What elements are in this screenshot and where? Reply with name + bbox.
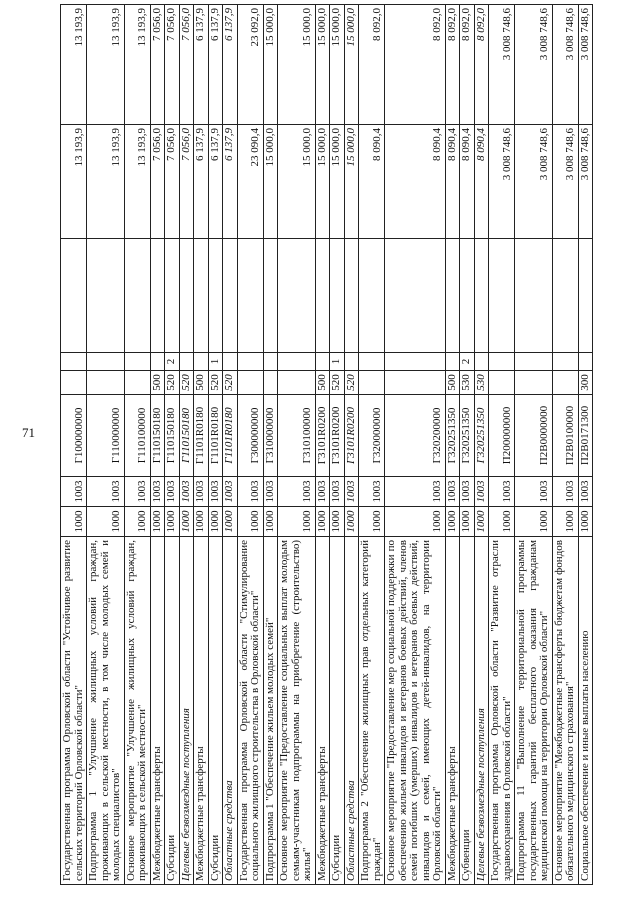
section-code: 1000 [165, 507, 180, 537]
subsection-code: 1003 [61, 477, 87, 507]
subsection-code: 1003 [194, 477, 209, 507]
row-name: Государственная программа Орловской области "Устойчивое развитие сельских территорий Орловской области" [61, 537, 87, 885]
amount-1: 15 000,0 [263, 125, 278, 239]
target-article-code: Г320251350 [474, 395, 489, 477]
target-article-code: П2В0171300 [578, 395, 593, 477]
amount-1: 6 137,9 [208, 125, 223, 239]
subsection-code: 1003 [474, 477, 489, 507]
empty-cell [489, 239, 515, 353]
table-row [208, 5, 223, 885]
empty-cell [237, 239, 263, 353]
section-code: 1000 [179, 507, 194, 537]
amount-2: 8 092,0 [474, 5, 489, 125]
amount-2: 3 008 748,6 [489, 5, 515, 125]
empty-cell [194, 239, 209, 353]
target-article-code: Г320000000 [359, 395, 385, 477]
target-article-code: Г3101R0200 [315, 395, 330, 477]
target-article-code: П200000000 [489, 395, 515, 477]
note-mark [124, 353, 150, 371]
amount-1: 8 090,4 [385, 125, 446, 239]
expense-type-code [87, 371, 125, 395]
amount-2: 8 092,0 [359, 5, 385, 125]
empty-cell [359, 239, 385, 353]
expense-type-code [515, 371, 553, 395]
subsection-code: 1003 [359, 477, 385, 507]
expense-type-code: 520 [165, 371, 180, 395]
amount-2: 8 092,0 [445, 5, 460, 125]
table-row [263, 5, 278, 885]
section-code: 1000 [359, 507, 385, 537]
note-mark [359, 353, 385, 371]
expense-type-code: 500 [150, 371, 165, 395]
target-article-code: Г1101R0180 [194, 395, 209, 477]
section-code: 1000 [552, 507, 578, 537]
section-code: 1000 [578, 507, 593, 537]
section-code: 1000 [124, 507, 150, 537]
amount-1: 3 008 748,6 [489, 125, 515, 239]
section-code: 1000 [330, 507, 345, 537]
empty-cell [445, 239, 460, 353]
amount-1: 15 000,0 [315, 125, 330, 239]
expense-type-code [552, 371, 578, 395]
note-mark [578, 353, 593, 371]
amount-1: 7 056,0 [150, 125, 165, 239]
empty-cell [208, 239, 223, 353]
section-code: 1000 [315, 507, 330, 537]
note-mark: 2 [165, 353, 180, 371]
target-article-code: Г100000000 [61, 395, 87, 477]
table-row [87, 5, 125, 885]
subsection-code: 1003 [150, 477, 165, 507]
table-row [578, 5, 593, 885]
target-article-code: Г310000000 [263, 395, 278, 477]
subsection-code: 1003 [344, 477, 359, 507]
note-mark [179, 353, 194, 371]
amount-2: 13 193,9 [61, 5, 87, 125]
row-name: Социальное обеспечение и иные выплаты населению [578, 537, 593, 885]
amount-1: 3 008 748,6 [578, 125, 593, 239]
rotated-page [60, 5, 600, 885]
table-row [330, 5, 345, 885]
expense-type-code: 520 [208, 371, 223, 395]
row-name: Субсидии [165, 537, 180, 885]
row-name: Основное мероприятие "Межбюджетные трансферты бюджетам фондов обязательного медицинского страхования" [552, 537, 578, 885]
expense-type-code: 500 [315, 371, 330, 395]
empty-cell [460, 239, 475, 353]
section-code: 1000 [489, 507, 515, 537]
row-name: Основное мероприятие "Улучшение жилищных условий граждан, проживающих в сельской местности" [124, 537, 150, 885]
amount-1: 7 056,0 [179, 125, 194, 239]
expense-type-code [385, 371, 446, 395]
table-row [474, 5, 489, 885]
amount-1: 13 193,9 [61, 125, 87, 239]
empty-cell [552, 239, 578, 353]
amount-2: 15 000,0 [344, 5, 359, 125]
amount-2: 6 137,9 [223, 5, 238, 125]
note-mark: 1 [330, 353, 345, 371]
expense-type-code [278, 371, 316, 395]
target-article-code: Г320251350 [445, 395, 460, 477]
empty-cell [344, 239, 359, 353]
row-name: Межбюджетные трансферты [194, 537, 209, 885]
empty-cell [278, 239, 316, 353]
amount-1: 13 193,9 [87, 125, 125, 239]
expense-type-code: 520 [223, 371, 238, 395]
table-row [385, 5, 446, 885]
section-code: 1000 [515, 507, 553, 537]
expense-type-code [61, 371, 87, 395]
target-article-code: Г320200000 [385, 395, 446, 477]
row-name: Субсидии [330, 537, 345, 885]
subsection-code: 1003 [179, 477, 194, 507]
empty-cell [223, 239, 238, 353]
subsection-code: 1003 [515, 477, 553, 507]
expense-type-code [237, 371, 263, 395]
expense-type-code: 500 [194, 371, 209, 395]
amount-2: 15 000,0 [263, 5, 278, 125]
expense-type-code: 520 [330, 371, 345, 395]
empty-cell [87, 239, 125, 353]
note-mark [515, 353, 553, 371]
row-name: Областные средства [344, 537, 359, 885]
row-name: Целевые безвозмездные поступления [179, 537, 194, 885]
expense-type-code: 530 [474, 371, 489, 395]
section-code: 1000 [278, 507, 316, 537]
page-number: 71 [22, 425, 35, 440]
table-row [445, 5, 460, 885]
table-row [194, 5, 209, 885]
amount-2: 23 092,0 [237, 5, 263, 125]
note-mark [194, 353, 209, 371]
table-row [460, 5, 475, 885]
row-name: Подпрограмма 1 "Улучшение жилищных условий граждан, проживающих в сельской местности, в том числе молодых семей и молодых специалистов" [87, 537, 125, 885]
empty-cell [385, 239, 446, 353]
amount-1: 3 008 748,6 [552, 125, 578, 239]
note-mark [489, 353, 515, 371]
expense-type-code [263, 371, 278, 395]
row-name: Подпрограмма 11 "Выполнение территориальной программы государственных гарантий бесплатного оказания гражданам медицинской помощи на территории Орловской области" [515, 537, 553, 885]
amount-2: 7 056,0 [165, 5, 180, 125]
table-row [359, 5, 385, 885]
note-mark [150, 353, 165, 371]
expense-type-code [124, 371, 150, 395]
section-code: 1000 [474, 507, 489, 537]
expense-type-code: 500 [445, 371, 460, 395]
empty-cell [179, 239, 194, 353]
section-code: 1000 [61, 507, 87, 537]
empty-cell [165, 239, 180, 353]
amount-1: 8 090,4 [359, 125, 385, 239]
empty-cell [150, 239, 165, 353]
subsection-code: 1003 [165, 477, 180, 507]
section-code: 1000 [223, 507, 238, 537]
amount-2: 3 008 748,6 [578, 5, 593, 125]
empty-cell [315, 239, 330, 353]
note-mark [223, 353, 238, 371]
amount-1: 8 090,4 [474, 125, 489, 239]
subsection-code: 1003 [278, 477, 316, 507]
amount-2: 7 056,0 [150, 5, 165, 125]
note-mark [87, 353, 125, 371]
target-article-code: Г110100000 [124, 395, 150, 477]
subsection-code: 1003 [124, 477, 150, 507]
target-article-code: Г3101R0200 [344, 395, 359, 477]
expense-type-code: 530 [460, 371, 475, 395]
amount-1: 23 090,4 [237, 125, 263, 239]
target-article-code: Г3101R0200 [330, 395, 345, 477]
table-row [237, 5, 263, 885]
note-mark [344, 353, 359, 371]
amount-2: 8 092,0 [385, 5, 446, 125]
table-row [179, 5, 194, 885]
note-mark [315, 353, 330, 371]
note-mark [61, 353, 87, 371]
target-article-code: Г320251350 [460, 395, 475, 477]
note-mark [445, 353, 460, 371]
amount-2: 15 000,0 [315, 5, 330, 125]
subsection-code: 1003 [385, 477, 446, 507]
section-code: 1000 [445, 507, 460, 537]
note-mark [552, 353, 578, 371]
amount-2: 15 000,0 [330, 5, 345, 125]
empty-cell [578, 239, 593, 353]
amount-2: 3 008 748,6 [552, 5, 578, 125]
amount-1: 15 000,0 [344, 125, 359, 239]
target-article-code: Г300000000 [237, 395, 263, 477]
section-code: 1000 [150, 507, 165, 537]
empty-cell [124, 239, 150, 353]
subsection-code: 1003 [460, 477, 475, 507]
expense-type-code [489, 371, 515, 395]
table-row [315, 5, 330, 885]
target-article-code: Г110150180 [179, 395, 194, 477]
section-code: 1000 [194, 507, 209, 537]
target-article-code: Г110150180 [165, 395, 180, 477]
target-article-code: П2В0000000 [515, 395, 553, 477]
section-code: 1000 [460, 507, 475, 537]
table-row [165, 5, 180, 885]
row-name: Субвенции [460, 537, 475, 885]
budget-table [60, 4, 593, 885]
section-code: 1000 [87, 507, 125, 537]
amount-1: 8 090,4 [460, 125, 475, 239]
table-row [61, 5, 87, 885]
section-code: 1000 [263, 507, 278, 537]
table-row [223, 5, 238, 885]
expense-type-code: 520 [179, 371, 194, 395]
note-mark [237, 353, 263, 371]
subsection-code: 1003 [208, 477, 223, 507]
amount-1: 15 000,0 [330, 125, 345, 239]
amount-2: 15 000,0 [278, 5, 316, 125]
amount-1: 15 000,0 [278, 125, 316, 239]
note-mark: 1 [208, 353, 223, 371]
target-article-code: Г1101R0180 [208, 395, 223, 477]
section-code: 1000 [385, 507, 446, 537]
amount-1: 13 193,9 [124, 125, 150, 239]
table-row [278, 5, 316, 885]
expense-type-code: 520 [344, 371, 359, 395]
note-mark [385, 353, 446, 371]
amount-2: 6 137,9 [208, 5, 223, 125]
row-name: Государственная программа Орловской области "Развитие отрасли здравоохранения в Орловской области" [489, 537, 515, 885]
amount-1: 6 137,9 [223, 125, 238, 239]
row-name: Целевые безвозмездные поступления [474, 537, 489, 885]
amount-1: 7 056,0 [165, 125, 180, 239]
note-mark: 2 [460, 353, 475, 371]
section-code: 1000 [344, 507, 359, 537]
row-name: Подпрограмма 2 "Обеспечение жилищных прав отдельных категорий граждан" [359, 537, 385, 885]
target-article-code: Г110150180 [150, 395, 165, 477]
empty-cell [330, 239, 345, 353]
empty-cell [474, 239, 489, 353]
table-row [124, 5, 150, 885]
row-name: Межбюджетные трансферты [445, 537, 460, 885]
table-row [344, 5, 359, 885]
row-name: Подпрограмма 1 "Обеспечение жильем молодых семей" [263, 537, 278, 885]
subsection-code: 1003 [552, 477, 578, 507]
note-mark [278, 353, 316, 371]
target-article-code: Г1101R0180 [223, 395, 238, 477]
target-article-code: Г310100000 [278, 395, 316, 477]
empty-cell [61, 239, 87, 353]
row-name: Областные средства [223, 537, 238, 885]
row-name: Государственная программа Орловской области "Стимулирование социального жилищного строительства в Орловской области" [237, 537, 263, 885]
row-name: Межбюджетные трансферты [150, 537, 165, 885]
subsection-code: 1003 [315, 477, 330, 507]
amount-1: 6 137,9 [194, 125, 209, 239]
amount-2: 6 137,9 [194, 5, 209, 125]
amount-2: 13 193,9 [124, 5, 150, 125]
section-code: 1000 [237, 507, 263, 537]
expense-type-code [359, 371, 385, 395]
subsection-code: 1003 [578, 477, 593, 507]
subsection-code: 1003 [330, 477, 345, 507]
row-name: Основное мероприятие "Предоставление мер социальной поддержки по обеспечению жильем инвалидов и ветеранов боевых действий, членов семей погибших (умерших) инвалидов и ветеранов боевых действий, инвалидов и семей, имеющих детей-инвалидов, на территории Орловской области" [385, 537, 446, 885]
empty-cell [515, 239, 553, 353]
subsection-code: 1003 [237, 477, 263, 507]
amount-1: 8 090,4 [445, 125, 460, 239]
target-article-code: П2В0100000 [552, 395, 578, 477]
expense-type-code: 300 [578, 371, 593, 395]
amount-2: 7 056,0 [179, 5, 194, 125]
amount-2: 8 092,0 [460, 5, 475, 125]
amount-2: 3 008 748,6 [515, 5, 553, 125]
table-row [150, 5, 165, 885]
table-row [515, 5, 553, 885]
row-name: Межбюджетные трансферты [315, 537, 330, 885]
note-mark [263, 353, 278, 371]
subsection-code: 1003 [445, 477, 460, 507]
table-body [61, 5, 593, 885]
subsection-code: 1003 [489, 477, 515, 507]
subsection-code: 1003 [87, 477, 125, 507]
amount-1: 3 008 748,6 [515, 125, 553, 239]
note-mark [474, 353, 489, 371]
amount-2: 13 193,9 [87, 5, 125, 125]
table-row [552, 5, 578, 885]
subsection-code: 1003 [263, 477, 278, 507]
table-row [489, 5, 515, 885]
empty-cell [263, 239, 278, 353]
row-name: Субсидии [208, 537, 223, 885]
target-article-code: Г110000000 [87, 395, 125, 477]
row-name: Основное мероприятие "Предоставление социальных выплат молодым семьям-участникам подпрограммы на приобретение (строительство) жилья" [278, 537, 316, 885]
section-code: 1000 [208, 507, 223, 537]
subsection-code: 1003 [223, 477, 238, 507]
